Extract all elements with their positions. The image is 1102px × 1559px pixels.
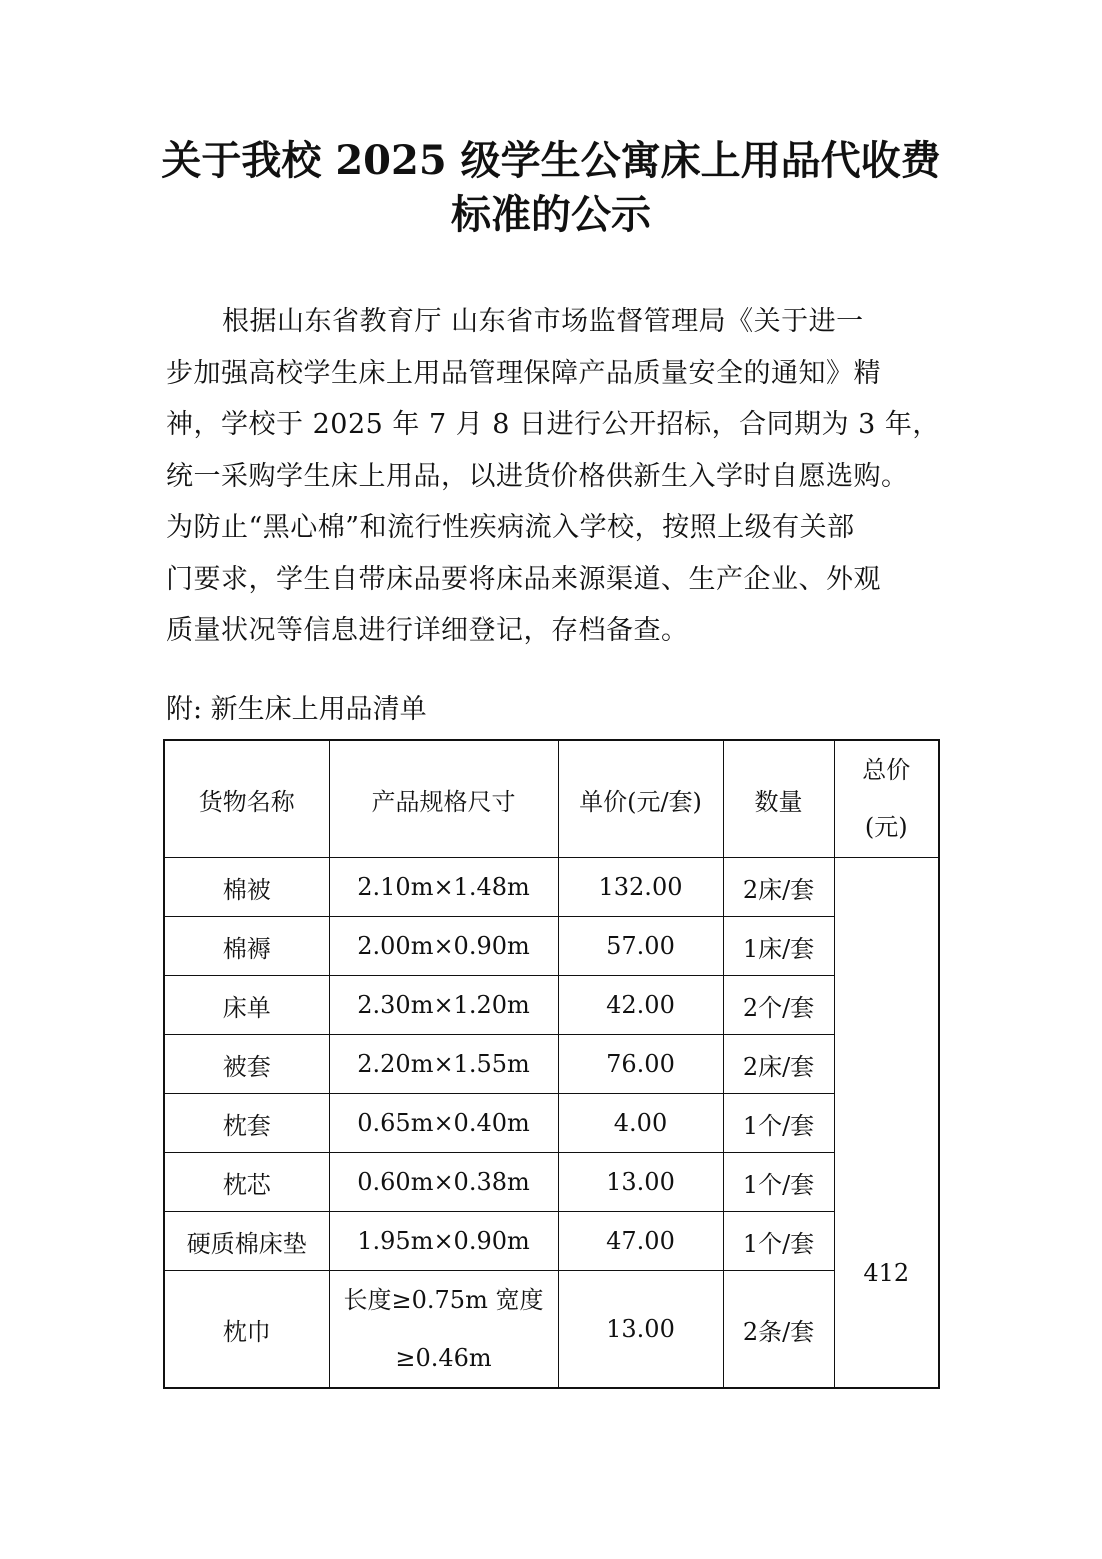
table-row <box>164 858 939 917</box>
cell-qty: 2床/套 <box>723 1035 834 1094</box>
total-value: 412 <box>863 1258 910 1287</box>
cell-price: 13.00 <box>558 1271 723 1389</box>
cell-name: 枕芯 <box>164 1153 329 1212</box>
cell-name: 枕巾 <box>164 1271 329 1389</box>
cell-qty: 2个/套 <box>723 976 834 1035</box>
cell-name: 被套 <box>164 1035 329 1094</box>
cell-spec: 0.60m×0.38m <box>329 1153 558 1212</box>
cell-name: 硬质棉床垫 <box>164 1212 329 1271</box>
cell-spec-line-2: ≥0.46m <box>395 1344 492 1372</box>
table-row <box>164 1153 939 1212</box>
paragraph-line: 质量状况等信息进行详细登记，存档备查。 <box>166 615 689 646</box>
cell-price: 42.00 <box>558 976 723 1035</box>
cell-price: 57.00 <box>558 917 723 976</box>
bedding-list-table <box>163 739 940 1389</box>
cell-spec: 1.95m×0.90m <box>329 1212 558 1271</box>
document-title <box>0 134 1102 242</box>
table-row <box>164 1035 939 1094</box>
header-total <box>834 740 939 858</box>
title-line-2: 标准的公示 <box>451 191 651 238</box>
cell-spec-line-1: 长度≥0.75m 宽度 <box>343 1286 544 1314</box>
cell-price: 13.00 <box>558 1153 723 1212</box>
cell-spec: 0.65m×0.40m <box>329 1094 558 1153</box>
notice-paragraph <box>166 296 956 657</box>
cell-spec: 2.30m×1.20m <box>329 976 558 1035</box>
paragraph-line: 为防止“黑心棉”和流行性疾病流入学校，按照上级有关部 <box>166 512 855 543</box>
header-total-line-2: (元) <box>864 813 908 841</box>
table-row <box>164 1271 939 1389</box>
cell-name: 床单 <box>164 976 329 1035</box>
cell-price: 132.00 <box>558 858 723 917</box>
cell-qty: 1个/套 <box>723 1153 834 1212</box>
table-row <box>164 1212 939 1271</box>
cell-qty: 1床/套 <box>723 917 834 976</box>
cell-price: 76.00 <box>558 1035 723 1094</box>
cell-qty: 1个/套 <box>723 1094 834 1153</box>
header-qty: 数量 <box>723 740 834 858</box>
cell-name: 枕套 <box>164 1094 329 1153</box>
cell-spec: 2.00m×0.90m <box>329 917 558 976</box>
cell-price: 4.00 <box>558 1094 723 1153</box>
cell-name: 棉褥 <box>164 917 329 976</box>
cell-total <box>834 858 939 1389</box>
cell-price: 47.00 <box>558 1212 723 1271</box>
table-row <box>164 1094 939 1153</box>
table-header-row <box>164 740 939 858</box>
cell-qty: 2床/套 <box>723 858 834 917</box>
cell-spec: 2.10m×1.48m <box>329 858 558 917</box>
header-price: 单价(元/套) <box>558 740 723 858</box>
cell-qty: 2条/套 <box>723 1271 834 1389</box>
cell-spec <box>329 1271 558 1389</box>
header-spec: 产品规格尺寸 <box>329 740 558 858</box>
cell-spec: 2.20m×1.55m <box>329 1035 558 1094</box>
paragraph-line: 神，学校于 2025 年 7 月 8 日进行公开招标，合同期为 3 年， <box>166 409 940 440</box>
title-line-1: 关于我校 2025 级学生公寓床上用品代收费 <box>161 137 941 184</box>
attachment-label: 附: 新生床上用品清单 <box>166 694 427 725</box>
cell-name: 棉被 <box>164 858 329 917</box>
table-row <box>164 976 939 1035</box>
paragraph-line: 门要求，学生自带床品要将床品来源渠道、生产企业、外观 <box>166 563 881 595</box>
cell-qty: 1个/套 <box>723 1212 834 1271</box>
paragraph-line: 步加强高校学生床上用品管理保障产品质量安全的通知》精 <box>166 357 881 389</box>
paragraph-line: 根据山东省教育厅 山东省市场监督管理局《关于进一 <box>222 306 864 337</box>
header-name: 货物名称 <box>164 740 329 858</box>
table-row <box>164 917 939 976</box>
paragraph-line: 统一采购学生床上用品，以进货价格供新生入学时自愿选购。 <box>166 460 909 492</box>
header-total-line-1: 总价 <box>862 756 911 784</box>
